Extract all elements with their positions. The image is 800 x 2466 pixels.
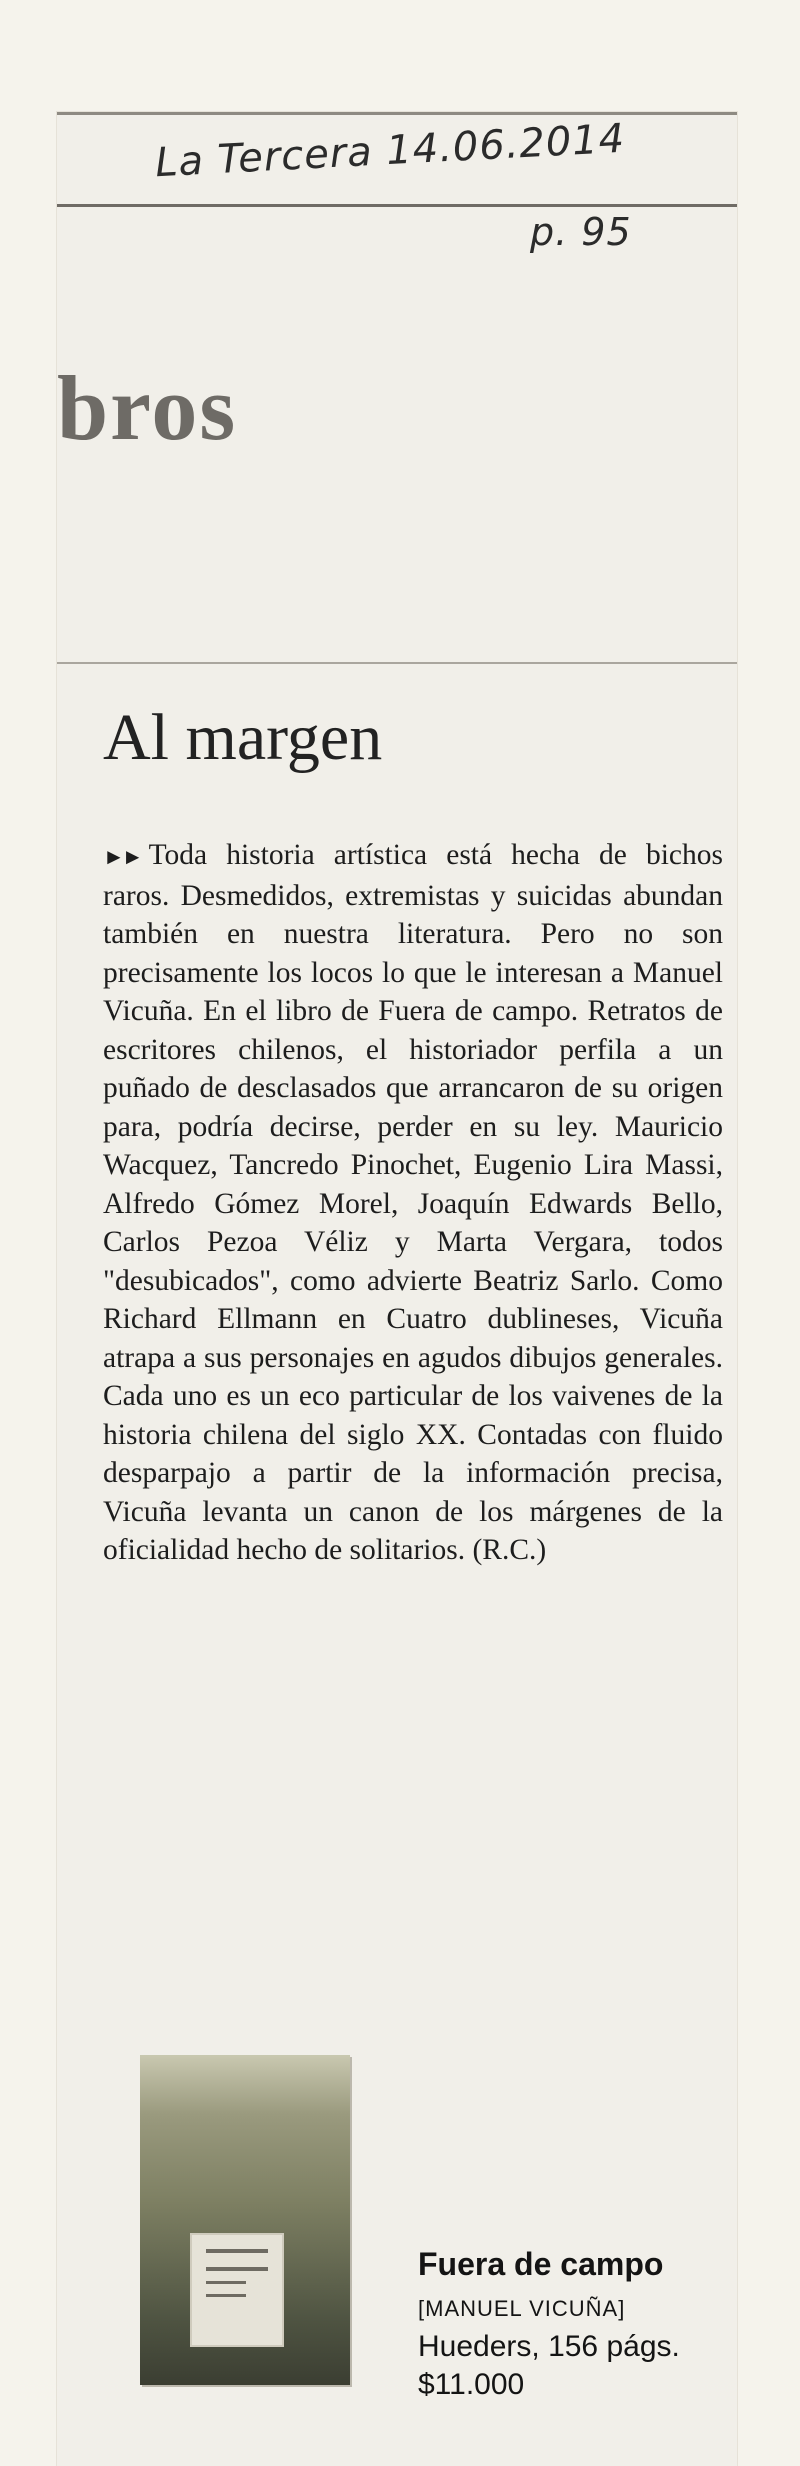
- article-title: Al margen: [103, 701, 383, 774]
- section-rule: [57, 662, 737, 664]
- book-title: Fuera de campo: [418, 2246, 664, 2282]
- article-body: [103, 836, 723, 1570]
- header-rule: [57, 204, 737, 207]
- handwritten-source-date: La Tercera 14.06.2014: [154, 115, 627, 187]
- book-cover-image: [140, 2055, 350, 2385]
- book-cover-label: [190, 2233, 284, 2347]
- top-rule: [57, 112, 737, 115]
- bullet-arrow-icon: ►►: [103, 844, 141, 869]
- handwritten-page-number: p. 95: [530, 210, 632, 254]
- section-heading: bros: [57, 357, 238, 459]
- article-text: Toda historia artística está hecha de bichos raros. Desmedidos, extremistas y suicidas abundan también en nuestra literatura. Pero no son precisamente los locos lo que le interesan a Manuel Vicuña. En el libro de Fuera de campo. Retratos de escritores chilenos, el historiador perfila a un puñado de desclasados que arrancaron de su origen para, podría decirse, perder en su ley. Mauricio Wacquez, Tancredo Pinochet, Eugenio Lira Massi, Alfredo Gómez Morel, Joaquín Edwards Bello, Carlos Pezoa Véliz y Marta Vergara, todos "desubicados", como advierte Beatriz Sarlo. Como Richard Ellmann en Cuatro dublineses, Vicuña atrapa a sus personajes en agudos dibujos generales. Cada uno es un eco particular de los vaivenes de la historia chilena del siglo XX. Contadas con fluido desparpajo a partir de la información precisa, Vicuña levanta un canon de los márgenes de la oficialidad hecho de solitarios. (R.C.): [103, 839, 723, 1566]
- book-publisher-pages: Hueders, 156 págs.: [418, 2330, 680, 2363]
- book-author: [MANUEL VICUÑA]: [418, 2296, 626, 2321]
- book-price: $11.000: [418, 2368, 525, 2401]
